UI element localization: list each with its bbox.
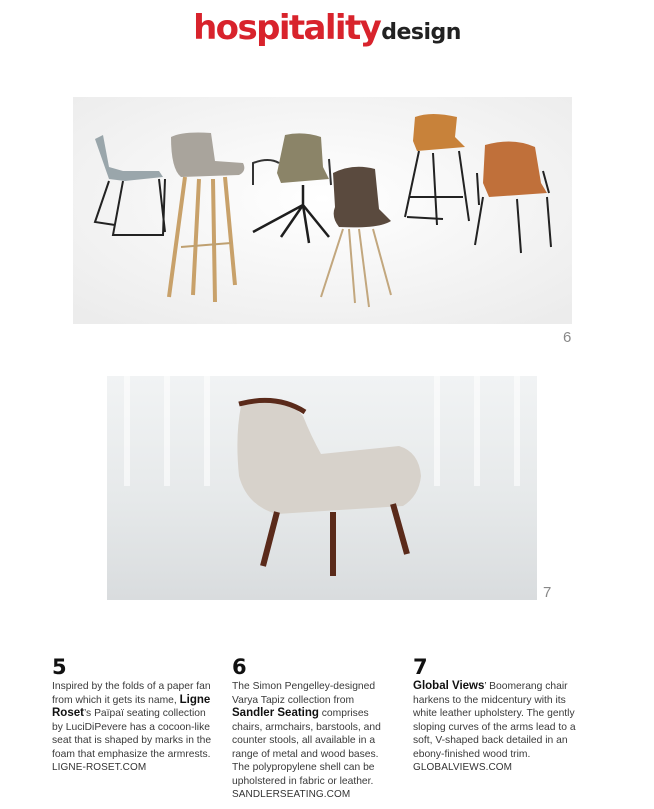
- entry-brand: Ligne Roset: [52, 693, 211, 719]
- entry-url[interactable]: LIGNE-ROSET.COM: [52, 762, 147, 773]
- entry-text-before: Inspired by the folds of a paper fan from which it gets its name,: [52, 681, 211, 706]
- entry-url[interactable]: GLOBALVIEWS.COM: [413, 762, 513, 773]
- entry-6: [232, 654, 397, 802]
- entry-brand: Sandler Seating: [232, 707, 319, 719]
- brand-primary: hospitality: [193, 8, 381, 48]
- chair-collection-photo: [73, 97, 572, 324]
- entry-text-after: ’s Païpaï seating collection by LuciDiPevere has a cocoon-like seat that is shaped by marks in the foam that emphasize the armrests.: [52, 708, 212, 760]
- photo-number-7: 7: [543, 584, 552, 601]
- brand-secondary: design: [381, 20, 461, 45]
- entry-text-before: The Simon Pengelley-designed Varya Tapiz collection from: [232, 681, 376, 706]
- masthead-logo: [0, 8, 654, 48]
- entry-7: [413, 654, 578, 775]
- entry-number: 7: [413, 655, 428, 679]
- entry-5: [52, 654, 217, 775]
- entry-text-after: ’ Boomerang chair harkens to the midcentury with its white leather upholstery. The gently sloping curves of the arms lead to a soft, V-shaped back detailed in an ebony-finished wood trim.: [413, 681, 576, 760]
- entry-brand: Global Views: [413, 680, 485, 692]
- boomerang-chair-photo: [107, 376, 537, 600]
- entry-url[interactable]: SANDLERSEATING.COM: [232, 789, 351, 800]
- photo-number-6: 6: [563, 329, 572, 346]
- entry-number: 6: [232, 655, 247, 679]
- entry-text-after: comprises chairs, armchairs, barstools, and counter stools, all available in a range of metal and wood bases. The polypropylene shell can be upholstered in fabric or leather.: [232, 708, 381, 787]
- entry-number: 5: [52, 655, 67, 679]
